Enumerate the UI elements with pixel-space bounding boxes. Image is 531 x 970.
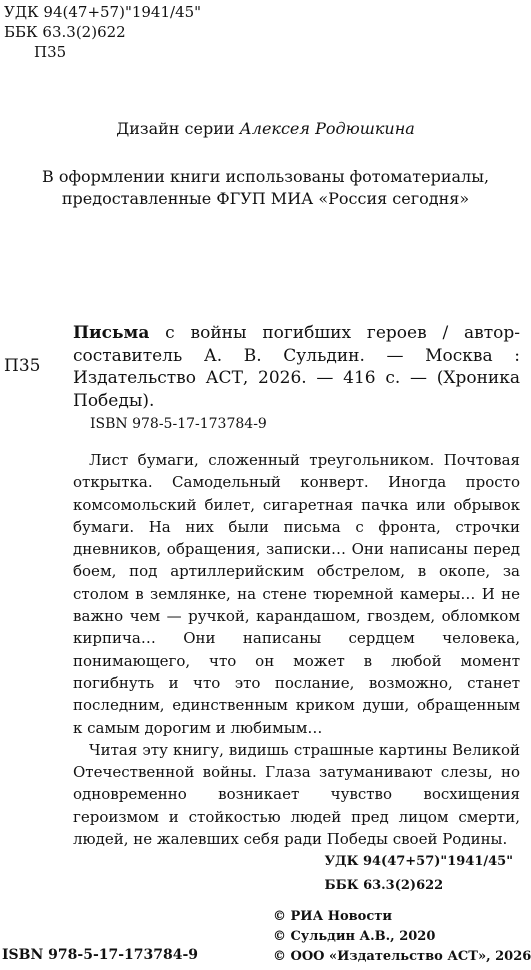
isbn-bottom: ISBN 978-5-17-173784-9	[2, 947, 199, 963]
photo-credit	[0, 166, 531, 210]
photo-credit-line-2: предоставленные ФГУП МИА «Россия сегодня»	[61, 189, 470, 208]
annotation	[73, 449, 520, 850]
copyright-line-2: © Сульдин А.В., 2020	[273, 929, 436, 944]
photo-credit-line-1: В оформлении книги использованы фотоматериалы,	[41, 167, 490, 186]
bibliographic-record	[73, 322, 520, 412]
bbk-code: ББК 63.3(2)622	[4, 23, 126, 41]
isbn-line: ISBN 978-5-17-173784-9	[90, 416, 267, 432]
design-prefix: Дизайн серии	[116, 119, 235, 138]
classification-codes-right	[325, 850, 514, 898]
bibliographic-details: с войны погибших героев / автор-составитель А. В. Сульдин. — Москва : Издательство АСТ, 2026. — 416 с. — (Хроника Победы).	[73, 323, 520, 411]
designer-name: Алексея Родюшкина	[239, 119, 415, 138]
bbk-code-right: ББК 63.3(2)622	[324, 878, 444, 893]
biblio-author-mark: П35	[4, 356, 41, 376]
udk-code: УДК 94(47+57)"1941/45"	[4, 3, 202, 21]
book-title: Письма	[73, 323, 150, 343]
copyright-line-1: © РИА Новости	[273, 909, 392, 924]
copyright-block	[273, 907, 531, 967]
annotation-paragraph-1: Лист бумаги, сложенный треугольником. Почтовая открытка. Самодельный конверт. Иногда просто комсомольский билет, сигаретная пачка или обрывок бумаги. На них были письма с фронта, строчки дневников, обращения, записки… Они написаны перед боем, под артиллерийским обстрелом, в окопе, за столом в землянке, на стене тюремной камеры… И не важно чем — ручкой, карандашом, гвоздем, обломком кирпича… Они написаны сердцем человека, понимающего, что он может в любой момент погибнуть и что это послание, возможно, станет последним, единственным криком души, обращенным к самым дорогим и любимым…	[73, 451, 520, 737]
copyright-line-3: © ООО «Издательство АСТ», 2026	[273, 949, 531, 964]
author-mark: П35	[34, 43, 67, 61]
annotation-paragraph-2: Читая эту книгу, видишь страшные картины Великой Отечественной войны. Глаза затуманивают слезы, но одновременно возникает чувство восхищения героизмом и стойкостью людей пред лицом смерти, людей, не жалевших себя ради Победы своей Родины.	[73, 740, 520, 849]
series-design-credit	[0, 118, 531, 140]
classification-codes	[4, 2, 201, 62]
udk-code-right: УДК 94(47+57)"1941/45"	[324, 854, 513, 869]
